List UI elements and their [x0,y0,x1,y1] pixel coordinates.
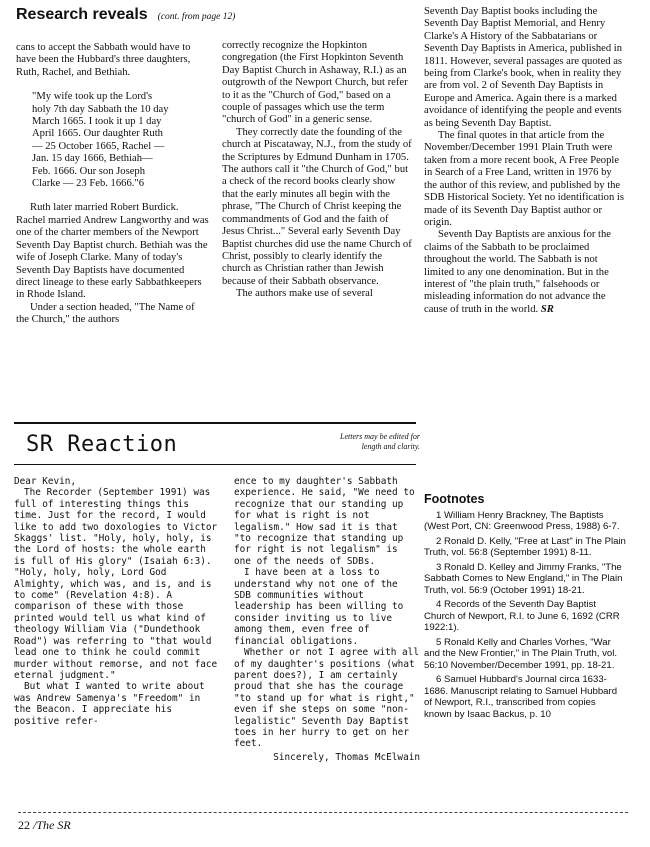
quote-line: Feb. 1666. Our son Joseph [32,165,145,177]
reaction-title: SR Reaction [26,432,178,457]
letter-salutation: Dear Kevin, [14,476,77,487]
article-paragraph: Ruth later married Robert Burdick. Rachel married Andrew Langworthy and was one of the charter members of the Newport Seventh Day Baptist church. Bethiah was the wife of Joseph Clarke. Many of today's Seventh Day Baptists have documented direct lineage to these early Sabbathkeepers in Rhode Island. [16,202,209,301]
footnotes-heading: Footnotes [424,494,485,506]
footnote-item: 2 Ronald D. Kelly, "Free at Last" in The Plain Truth, vol. 56:8 (September 1991) 8-11. [424,535,626,558]
quote-line: March 1665. I took it up 1 day [32,116,162,128]
sr-end-mark: SR [540,303,554,315]
quote-line: Jan. 15 day 1666, Bethiah— [32,153,153,165]
article-column-1 [16,42,209,412]
footnote-item: 3 Ronald D. Kelley and Jimmy Franks, "The Sabbath Comes to New England," in The Plain Truth, vol. 56:9 (October 1991) 18-21. [424,561,623,596]
page-number: 22 [18,818,30,832]
footnote-item: 1 William Henry Brackney, The Baptists (West Port, CN: Greenwood Press, 1988) 6-7. [424,509,620,532]
article-column-3 [424,6,624,486]
footer-rule [18,812,628,813]
continuation-header [16,6,235,24]
header-continued-note: (cont. from page 12) [157,12,236,22]
footnote-item: 6 Samuel Hubbard's Journal circa 1633-1686. Manuscript relating to Samuel Hubbard of Newport, R.I., transcribed from copies known by Isaac Backus, p. 10 [424,674,618,720]
footnote-item: 5 Ronald Kelly and Charles Vorhes, "War and the New Frontier," in The Plain Truth, vol. 56:10 November/December 1991, pp. 18-21. [424,636,618,671]
article-paragraph [424,229,624,316]
article-paragraph: The final quotes in that article from the November/December 1991 Plain Truth were taken from a more recent book, A Free People in Search of a Free Land, written in 1976 by the author of this review, and published by the SDB Historical Society. Yet no identification is made of its Seventh Day Baptist author or origin. [424,130,624,228]
letter-paragraph: I have been at a loss to understand why not one of the SDB communities without leadership has been willing to consider inviting us to live among them, even free of financial obligations. [234,567,404,647]
page-footer [18,818,71,833]
quote-line: Clarke — 23 Feb. 1666."6 [32,178,145,190]
letter-paragraph: Whether or not I agree with all of my daughter's positions (what parent does?), I am certainly proud that she has the courage "to stand up for what is right," even if she steps on some "non-legalistic" Seventh Day Baptist toes in her hurry to get on her feet. [234,647,419,750]
article-paragraph: Seventh Day Baptist books including the Seventh Day Baptist Memorial, and Henry Clarke's A History of the Sabbatarians or Seventh Day Baptists in America, published in 1811. However, several passages are quoted as being from Clarke's book, when in reality they are from vol. 2 of Seventh Day Baptists in Europe and America. Again there is a marked avoidance of identifying the people and events as being Seventh Day Baptist. [424,6,623,129]
quote-line: April 1665. Our daughter Ruth [32,128,163,140]
quote-line: holy 7th day Sabbath the 10 day [32,103,169,115]
publication-name: /The SR [33,818,71,832]
article-paragraph: The authors make use of several [236,288,373,300]
divider [14,464,416,465]
article-paragraph: correctly recognize the Hopkinton congregation (the First Hopkinton Seventh Day Baptist Church in Ashaway, R.I.) as an outgrowth of the Newport Church, but refer to it as the "Church of God," based on a couple of passages which use the term "church of God" in a generic sense. [222,40,408,126]
article-paragraph: Under a section headed, "The Name of the Church," the authors [16,301,195,326]
journal-quote [32,91,209,190]
letter-signature: Sincerely, Thomas McElwain [273,751,420,763]
letter-paragraph: ence to my daughter's Sabbath experience. He said, "We need to recognize that our standing up for what is right is not legalism." How sad it is that "to recognize that standing up for right is not legalism" is one of the needs of SDBs. [234,476,415,567]
editing-note: Letters may be edited for length and clarity. [340,432,420,451]
footnote-item: 4 Records of the Seventh Day Baptist Church of Newport, R.I. to June 6, 1692 (CRR 1922:1). [424,599,620,633]
quote-line: "My wife took up the Lord's [32,91,153,103]
closing-text: Seventh Day Baptists are anxious for the claims of the Sabbath to be proclaimed throughout the world. The Sabbath is not limited to any one denomination. But in the interest of "the plain truth," falsehoods or misleading information do not advance the cause of truth in the world. [424,229,611,315]
letter-paragraph: The Recorder (September 1991) was full of interesting things this time. Just for the record, I would like to add two doxologies to Victor Skaggs' list. "Holy, holy, holy, is the Lord of hosts: the whole earth is full of His glory" (Isaiah 6:3). "Holy, holy, holy, Lord God Almighty, which was, and is, and is to come" (Revelation 4:8). A comparison of these with those printed would tell us what kind of theology William Via ("Dundethook Road") was referring to "that would lead one to think he could commit murder without remorse, and not face eternal judgment." [14,487,218,681]
letter-column-1 [14,476,220,798]
quote-line: — 25 October 1665, Rachel — [32,140,165,152]
letter-column-2 [234,476,420,798]
article-paragraph: cans to accept the Sabbath would have to have been the Hubbard's three daughters, Ruth, Rachel, and Bethiah. [16,42,191,78]
letter-paragraph: But what I wanted to write about was Andrew Samenya's "Freedom" in the Beacon. I appreciate his positive refer- [14,681,205,727]
article-paragraph: They correctly date the founding of the church at Piscataway, N.J., from the study of the Scriptures by Edmund Dunham in 1705. The authors call it "the Church of God," but a check of the record books clearly show that the early minutes all begin with the phrase, "The Church of Christ keeping the commandments of God and the faith of Jesus Christ..." Several early Seventh Day Baptist churches did use the name Church of Christ, possibly to clearly identify the church as Christian rather than Jewish because of their Sabbath observance. [222,126,412,287]
footnotes [424,494,626,814]
article-column-2 [222,40,412,412]
header-title: Research reveals [16,6,148,23]
